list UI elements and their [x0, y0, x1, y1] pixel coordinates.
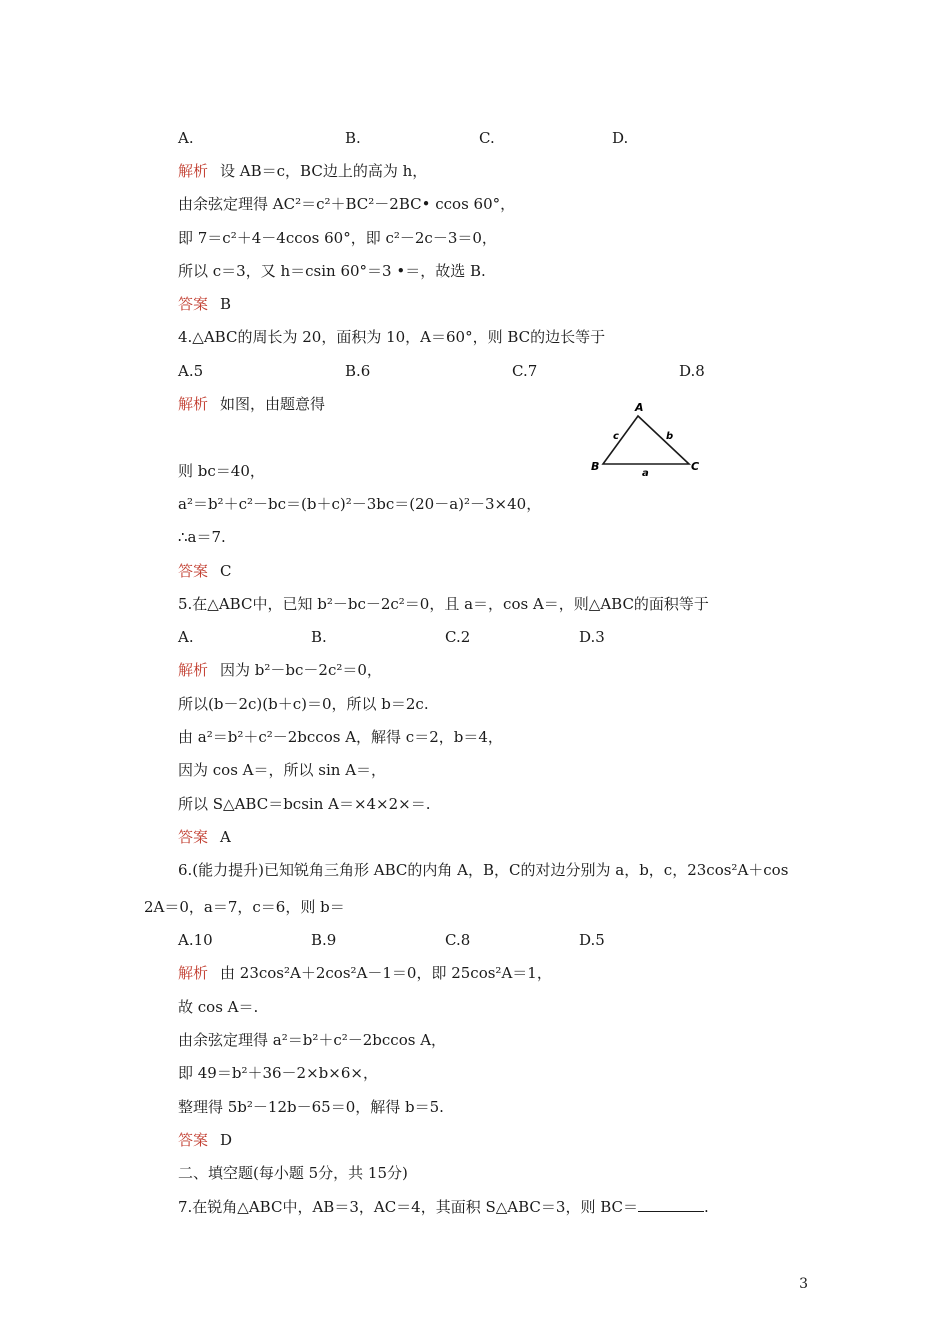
analysis-label: 解析 — [178, 964, 209, 982]
vertex-label-c: C — [691, 460, 700, 473]
answer-label: 答案 — [178, 828, 209, 846]
q7-stem: 7.在锐角△ABC中，AB＝3，AC＝4，其面积 S△ABC＝3，则 BC＝ . — [178, 1198, 709, 1216]
q4-option-d: D.8 — [679, 362, 705, 380]
q3-analysis-line-2: 由余弦定理得 AC²＝c²＋BC²－2BC• ccos 60°， — [178, 195, 516, 213]
analysis-label: 解析 — [178, 395, 209, 413]
vertex-label-a: A — [635, 401, 644, 414]
q6-analysis-line-1: 解析 由 23cos²A＋2cos²A－1＝0，即 25cos²A＝1， — [178, 964, 552, 982]
answer-label: 答案 — [178, 295, 209, 313]
answer-label: 答案 — [178, 562, 209, 580]
q6-analysis-line-2: 故 cos A＝. — [178, 998, 259, 1016]
q6-option-c: C.8 — [445, 931, 471, 949]
q5-option-b: B. — [311, 628, 327, 646]
q5-analysis-line-5: 所以 S△ABC＝bcsin A＝×4×2×＝. — [178, 795, 431, 813]
q3-option-c: C. — [479, 129, 495, 147]
q4-stem: 4.△ABC的周长为 20，面积为 10，A＝60°，则 BC的边长等于 — [178, 328, 606, 346]
q5-option-a: A. — [178, 628, 194, 646]
q6-answer: 答案 D — [178, 1131, 233, 1149]
side-label-b: b — [666, 431, 674, 442]
page-number: 3 — [799, 1276, 808, 1292]
q5-option-c: C.2 — [445, 628, 471, 646]
q4-option-c: C.7 — [512, 362, 538, 380]
q4-analysis-line-1: 解析 如图，由题意得 — [178, 395, 326, 413]
q6-analysis-line-3: 由余弦定理得 a²＝b²＋c²－2bccos A， — [178, 1031, 447, 1049]
q3-analysis-line-3: 即 7＝c²＋4－4ccos 60°，即 c²－2c－3＝0， — [178, 229, 497, 247]
q4-analysis-line-3: a²＝b²＋c²－bc＝(b＋c)²－3bc＝(20－a)²－3×40， — [178, 495, 542, 513]
q3-analysis-line-4: 所以 c＝3，又 h＝csin 60°＝3 •＝，故选 B. — [178, 262, 486, 280]
side-label-c: c — [613, 431, 619, 442]
q5-stem: 5.在△ABC中，已知 b²－bc－2c²＝0，且 a＝，cos A＝，则△ABC的面积等于 — [178, 595, 709, 613]
q4-answer: 答案 C — [178, 562, 232, 580]
q6-option-d: D.5 — [579, 931, 605, 949]
analysis-label: 解析 — [178, 661, 209, 679]
q5-analysis-line-3: 由 a²＝b²＋c²－2bccos A，解得 c＝2，b＝4， — [178, 728, 503, 746]
q6-option-b: B.9 — [311, 931, 337, 949]
triangle-figure — [585, 398, 705, 478]
section-heading: 二、填空题(每小题 5分，共 15分) — [178, 1164, 408, 1182]
answer-blank[interactable] — [638, 1199, 704, 1212]
q6-stem-line-2: 2A＝0，a＝7，c＝6，则 b＝ — [144, 898, 345, 916]
q3-option-b: B. — [345, 129, 361, 147]
q3-answer: 答案 B — [178, 295, 232, 313]
q4-option-b: B.6 — [345, 362, 371, 380]
vertex-label-b: B — [591, 460, 600, 473]
q6-stem-line-1: 6.(能力提升)已知锐角三角形 ABC的内角 A，B，C的对边分别为 a，b，c，23cos²A＋cos — [178, 861, 789, 879]
q3-analysis-line-1: 解析 设 AB＝c，BC边上的高为 h， — [178, 162, 428, 180]
side-label-a: a — [642, 468, 649, 478]
analysis-label: 解析 — [178, 162, 209, 180]
q5-analysis-line-4: 因为 cos A＝，所以 sin A＝， — [178, 761, 387, 779]
q5-analysis-line-1: 解析 因为 b²－bc－2c²＝0， — [178, 661, 382, 679]
q6-analysis-line-4: 即 49＝b²＋36－2×b×6×， — [178, 1064, 378, 1082]
q6-analysis-line-5: 整理得 5b²－12b－65＝0，解得 b＝5. — [178, 1098, 444, 1116]
q4-analysis-line-2: 则 bc＝40， — [178, 462, 265, 480]
q5-option-d: D.3 — [579, 628, 605, 646]
q5-analysis-line-2: 所以(b－2c)(b＋c)＝0，所以 b＝2c. — [178, 695, 429, 713]
q4-option-a: A.5 — [178, 362, 204, 380]
answer-label: 答案 — [178, 1131, 209, 1149]
q4-analysis-line-4: ∴a＝7. — [178, 528, 226, 546]
q3-option-d: D. — [612, 129, 629, 147]
q3-option-a: A. — [178, 129, 194, 147]
q5-answer: 答案 A — [178, 828, 231, 846]
q6-option-a: A.10 — [178, 931, 213, 949]
